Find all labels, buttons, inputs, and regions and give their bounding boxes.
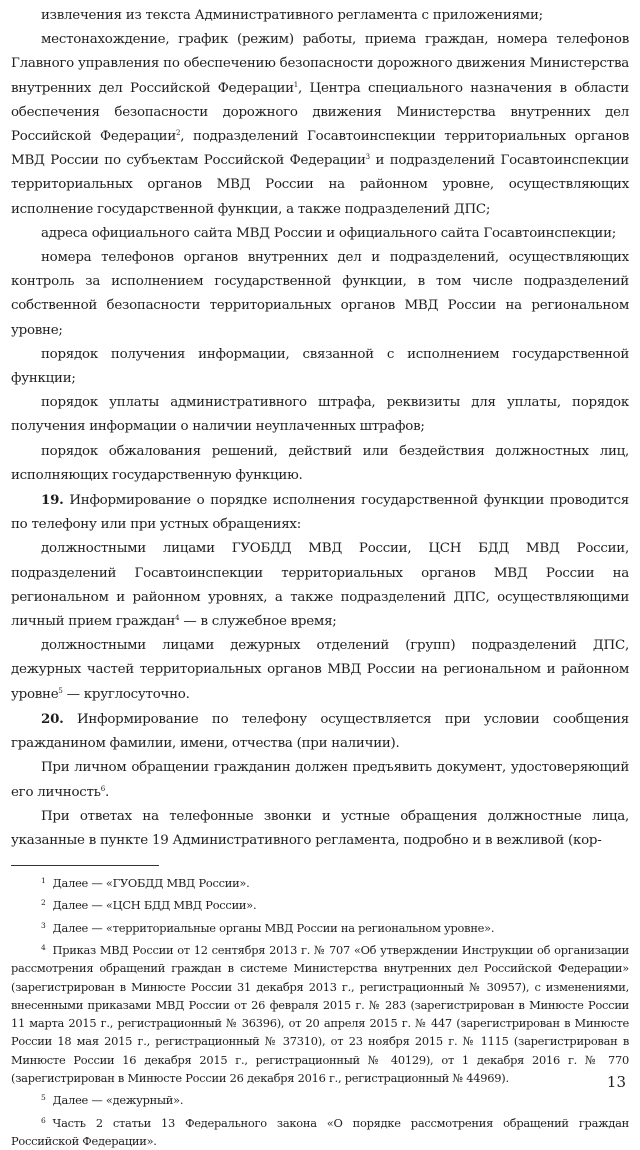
paragraph: местонахождение, график (режим) работы, приема граждан, номера телефонов Главного управления по обеспечению безопасности дорожного движения Министерства внутренних дел Российской Федерации$^1$, Центра специального назначения в области обеспечения безопасности дорожного движения Министерства внутренних дел Российской Федерации$^2$, подразделений Госавтоинспекции территориальных органов МВД России по субъектам Российской Федерации$^3$ и подразделений Госавтоинспекции территориальных органов МВД России на районном уровне, осуществляющих исполнение государственной функции, а также подразделений ДПС; [11, 32, 630, 217]
footnote-mark: 2 [41, 898, 46, 908]
footnote-ref[interactable]: 3 [365, 153, 370, 162]
numbered-paragraph: 20. Информирование по телефону осуществляется при условии сообщения гражданином фамилии, имени, отчества (при наличии). [11, 710, 629, 752]
footnote-mark: 4 [41, 943, 46, 952]
footnote-ref[interactable]: 6 [100, 784, 105, 793]
footnote-ref[interactable]: 2 [176, 129, 181, 138]
paragraph: порядок уплаты административного штрафа, реквизиты для уплаты, порядок получения информации о наличии неуплаченных штрафов; [11, 395, 629, 435]
paragraph: должностными лицами дежурных отделений (групп) подразделений ДПС, дежурных частей территориальных органов МВД России на региональном и районном уровне$^5$ — круглосуточно. [11, 638, 629, 702]
paragraph: При ответах на телефонные звонки и устные обращения должностные лица, указанные в пункте 19 Административного регламента, подробно и в вежливой (кор- [11, 808, 629, 848]
footnote-ref[interactable]: 5 [58, 686, 63, 695]
footnote-mark: 3 [41, 920, 46, 930]
paragraph: При личном обращении гражданин должен предъявить документ, удостоверяющий его личность$^6$. [11, 760, 629, 800]
footnote-ref[interactable]: 4 [175, 614, 180, 623]
paragraph: адреса официального сайта МВД России и официального сайта Госавтоинспекции; [41, 225, 617, 241]
footnote-mark: 6 [41, 1115, 46, 1125]
footnote: $^3$ Далее — «территориальные органы МВД России на региональном уровне». [41, 920, 495, 935]
paragraph: должностными лицами ГУОБДД МВД России, ЦСН БДД МВД России, подразделений Госавтоинспекции территориальных органов МВД России на региональном и районном уровнях, а также подразделений ДПС, осуществляющими личный прием граждан$^4$ — в служебное время; [11, 541, 629, 630]
paragraph: порядок обжалования решений, действий или бездействия должностных лиц, исполняющих государственную функцию. [11, 443, 629, 483]
footnote-mark: 1 [41, 876, 46, 886]
footnote-divider [11, 865, 159, 866]
main-text [11, 4, 629, 853]
footnote: $^1$ Далее — «ГУОБДД МВД России». [41, 876, 250, 891]
footnote: $^6$ Часть 2 статьи 13 Федерального закона «О порядке рассмотрения обращений граждан Российской Федерации». [11, 1115, 629, 1148]
paragraph: порядок получения информации, связанной с исполнением государственной функции; [11, 346, 629, 387]
page-number: 13 [606, 1073, 626, 1091]
paragraph: извлечения из текста Административного регламента с приложениями; [41, 8, 543, 23]
numbered-paragraph: 19. Информирование о порядке исполнения государственной функции проводится по телефону или при устных обращениях: [11, 492, 629, 533]
section-number: 20. [41, 710, 64, 727]
footnote-mark: 5 [41, 1093, 46, 1103]
section-number: 19. [41, 492, 64, 509]
footnote: $^2$ Далее — «ЦСН БДД МВД России». [41, 898, 257, 913]
footnote-ref[interactable]: 1 [293, 80, 299, 89]
footnote: $^4$ Приказ МВД России от 12 сентября 2013 г. № 707 «Об утверждении Инструкции об организации рассмотрения обращений граждан в системе Министерства внутренних дел Российской Федерации» (зарегистрирован в Минюсте России 31 декабря 2013 г., регистрационный № 30957), с изменениями, внесенными приказами МВД России от 26 февраля 2015 г. № 283 (зарегистрирован в Минюсте России 11 марта 2015 г., регистрационный № 36396), от 20 апреля 2015 г. № 447 (зарегистрирован в Минюсте России 18 мая 2015 г., регистрационный № 37310), от 23 ноября 2015 г. № 1115 (зарегистрирован в Минюсте России 16 декабря 2015 г., регистрационный № 40129), от 1 декабря 2016 г. № 770 (зарегистрирован в Минюсте России 26 декабря 2016 г., регистрационный № 44969). [11, 943, 629, 1086]
footnotes [11, 874, 629, 1150]
paragraph: номера телефонов органов внутренних дел и подразделений, осуществляющих контроль за исполнением государственной функции, в том числе подразделений собственной безопасности территориальных органов МВД России на региональном уровне; [11, 250, 629, 338]
footnote: $^5$ Далее — «дежурный». [41, 1093, 184, 1108]
